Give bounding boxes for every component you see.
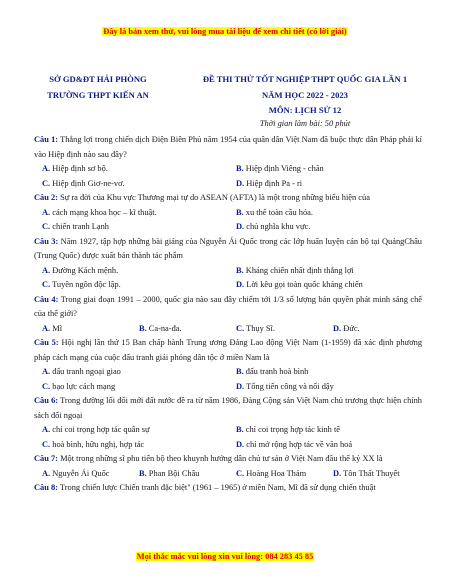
answer-option — [228, 264, 422, 279]
option-letter: D. — [236, 439, 245, 449]
option-letter: C. — [236, 468, 245, 478]
option-letter: B. — [236, 207, 244, 217]
department-name: SỞ GD&ĐT HẢI PHÒNG — [49, 74, 147, 84]
question-stem: Năm 1927, tập hợp những bài giảng của Nguyễn Ái Quốc trong các lớp huấn luyện cán bộ tại QuảngChâu (Trung Quốc) được xuất bản thành tác phẩm — [34, 236, 422, 260]
option-text: cách mạng khoa học – kĩ thuật. — [52, 207, 157, 217]
option-letter: C. — [42, 439, 51, 449]
option-text: Hiệp định Viêng - chăn — [245, 164, 324, 173]
answer-option — [228, 322, 325, 337]
answer-options — [34, 467, 422, 482]
question-text — [34, 235, 422, 264]
option-text: đấu tranh ngoại giao — [52, 367, 121, 376]
option-text: Lời kêu gọi toàn quốc kháng chiến — [246, 280, 363, 289]
option-text: Hoàng Hoa Thám — [246, 468, 307, 478]
option-letter: D. — [236, 222, 245, 231]
answer-option — [228, 206, 422, 221]
option-text: Mĩ — [52, 323, 63, 333]
question-text — [34, 452, 422, 467]
question-stem: Sự ra đời của Khu vực Thương mại tự do ASEAN (AFTA) là một trong những biểu hiện của — [60, 193, 370, 202]
answer-option — [228, 365, 422, 380]
answer-option — [34, 365, 228, 380]
answer-options — [34, 264, 422, 293]
answer-option — [34, 423, 228, 438]
option-text: Hiệp định Pa - ri — [246, 178, 303, 188]
answer-options — [34, 423, 422, 452]
answer-option — [228, 162, 422, 177]
exam-header — [180, 72, 430, 119]
school-header — [28, 72, 168, 103]
option-letter: A. — [42, 425, 51, 434]
question-block — [34, 336, 422, 394]
option-text: Hiệp định sơ bộ. — [52, 164, 108, 173]
question-number: Câu 3: — [34, 236, 59, 246]
answer-option — [228, 220, 422, 235]
option-text: xu thế toàn cầu hóa. — [245, 207, 313, 217]
answer-option — [34, 206, 228, 221]
question-block — [34, 293, 422, 337]
option-letter: B. — [139, 468, 147, 478]
answer-option — [34, 264, 228, 279]
answer-option — [228, 467, 325, 482]
option-letter: C. — [236, 323, 245, 333]
answer-option — [34, 467, 131, 482]
answer-option — [131, 467, 228, 482]
question-text — [34, 394, 422, 423]
answer-option — [34, 380, 228, 395]
option-letter: B. — [236, 367, 244, 376]
question-stem: Trong giai đoạn 1991 – 2000, quốc gia nào sau đây chiếm tới 1/3 số lượng bản quyền phát minh sáng chế của thế giới? — [34, 294, 423, 318]
option-letter: C. — [42, 280, 51, 289]
school-name: TRƯỜNG THPT KIẾN AN — [47, 89, 149, 100]
option-letter: A. — [42, 207, 51, 217]
exam-title: ĐỀ THI THỬ TỐT NGHIỆP THPT QUỐC GIA LẦN 1 — [202, 74, 408, 84]
option-text: Nguyễn Ái Quốc — [52, 468, 110, 478]
option-letter: A. — [42, 323, 51, 333]
option-text: Tuyên ngôn độc lập. — [52, 280, 121, 289]
question-text — [34, 133, 422, 162]
question-stem: Trong chiến lược Chiến tranh đặc biệt" (1961 – 1965) ở miền Nam, Mĩ đã sử dụng chiến thuật — [59, 483, 376, 492]
question-block — [34, 133, 422, 191]
question-number: Câu 1: — [34, 135, 59, 144]
answer-option — [34, 177, 228, 192]
option-text: Tôn Thất Thuyết — [343, 468, 400, 478]
answer-options — [34, 322, 422, 337]
question-text — [34, 336, 422, 365]
question-stem: Một trong những sĩ phu tiến bộ theo khuynh hướng dân chủ tư sản ở Việt Nam đầu thế kỷ XX là — [60, 454, 383, 463]
option-text: chỉ mở rộng hợp tác về văn hoá — [246, 439, 353, 449]
question-number: Câu 8: — [34, 483, 58, 492]
question-block — [34, 191, 422, 235]
option-text: Đức. — [343, 323, 360, 333]
option-letter: A. — [42, 164, 51, 173]
option-text: Ca-na-đa. — [148, 323, 182, 333]
exam-duration: Thời gian làm bài: 50 phút — [259, 119, 351, 128]
answer-option — [34, 438, 228, 453]
option-text: hoà bình, hữu nghị, hợp tác — [52, 439, 145, 449]
question-list — [34, 133, 422, 496]
question-text — [34, 481, 422, 496]
option-letter: A. — [42, 367, 51, 376]
answer-option — [34, 278, 228, 293]
school-year: NĂM HỌC 2022 - 2023 — [262, 89, 348, 100]
answer-options — [34, 365, 422, 394]
question-block — [34, 481, 422, 496]
subject-name: MÔN: LỊCH SỬ 12 — [268, 105, 342, 115]
option-letter: D. — [333, 468, 342, 478]
option-text: đấu tranh hoà bình — [245, 367, 309, 376]
option-text: Thụy Sĩ. — [246, 323, 275, 333]
option-letter: B. — [236, 164, 244, 173]
question-block — [34, 452, 422, 481]
answer-option — [228, 278, 422, 293]
option-letter: B. — [236, 425, 244, 434]
question-number: Câu 7: — [34, 454, 58, 463]
question-stem: Trong đường lối đổi mới đất nước đề ra từ năm 1986, Đảng Cộng sản Việt Nam chủ trương thực hiện chính sách đối ngoại — [34, 396, 422, 420]
option-text: Tổng tiến công và nổi dậy — [246, 381, 334, 391]
option-text: bạo lực cách mạng — [52, 381, 116, 391]
option-text: chiến tranh Lạnh — [52, 222, 109, 231]
answer-option — [228, 423, 422, 438]
option-letter: B. — [139, 323, 147, 333]
answer-option — [325, 467, 422, 482]
preview-notice-banner: Đây là bản xem thử, vui lòng mua tài liệu để xem chi tiết (có lời giải) — [103, 27, 347, 36]
option-letter: D. — [333, 323, 342, 333]
option-letter: C. — [42, 381, 51, 391]
option-text: Phan Bội Châu — [148, 468, 200, 478]
option-letter: C. — [42, 178, 51, 188]
option-text: Hiệp định Giơ-ne-vơ. — [52, 178, 125, 188]
contact-banner: Mọi thắc mắc vui lòng xin vui lòng: 084 283 45 85 — [136, 552, 314, 561]
answer-option — [34, 220, 228, 235]
question-stem: Thắng lợi trong chiến dịch Điện Biên Phủ năm 1954 của quân dân Việt Nam đã buộc thực dân Pháp phải kí vào Hiệp định nào sau đây? — [34, 135, 422, 159]
answer-options — [34, 162, 422, 191]
option-text: chủ nghĩa khu vực. — [246, 222, 311, 231]
option-letter: D. — [236, 178, 245, 188]
question-block — [34, 235, 422, 293]
question-block — [34, 394, 422, 452]
option-letter: B. — [236, 265, 244, 275]
answer-option — [325, 322, 422, 337]
option-letter: A. — [42, 468, 51, 478]
answer-option — [228, 177, 422, 192]
question-text — [34, 191, 422, 206]
answer-option — [228, 380, 422, 395]
answer-options — [34, 206, 422, 235]
question-number: Câu 5: — [34, 338, 59, 347]
option-letter: A. — [42, 265, 51, 275]
option-text: Đường Kách mệnh. — [52, 265, 119, 275]
question-number: Câu 4: — [34, 294, 59, 304]
option-letter: C. — [42, 222, 51, 231]
question-text — [34, 293, 422, 322]
option-text: chỉ coi trọng hợp tác kinh tế — [245, 425, 340, 434]
answer-option — [131, 322, 228, 337]
answer-option — [34, 162, 228, 177]
question-number: Câu 6: — [34, 396, 59, 405]
question-stem: Hội nghị lần thứ 15 Ban chấp hành Trung ương Đảng Lao động Việt Nam (1-1959) đã xác định phương pháp cách mạng của cuộc đấu tranh giải phóng dân tộc ở miền Nam là — [34, 338, 423, 362]
option-text: chỉ coi trọng hợp tác quân sự — [52, 425, 150, 434]
answer-option — [228, 438, 422, 453]
option-letter: D. — [236, 280, 245, 289]
option-text: Kháng chiến nhất định thắng lợi — [245, 265, 354, 275]
question-number: Câu 2: — [34, 193, 58, 202]
option-letter: D. — [236, 381, 245, 391]
answer-option — [34, 322, 131, 337]
